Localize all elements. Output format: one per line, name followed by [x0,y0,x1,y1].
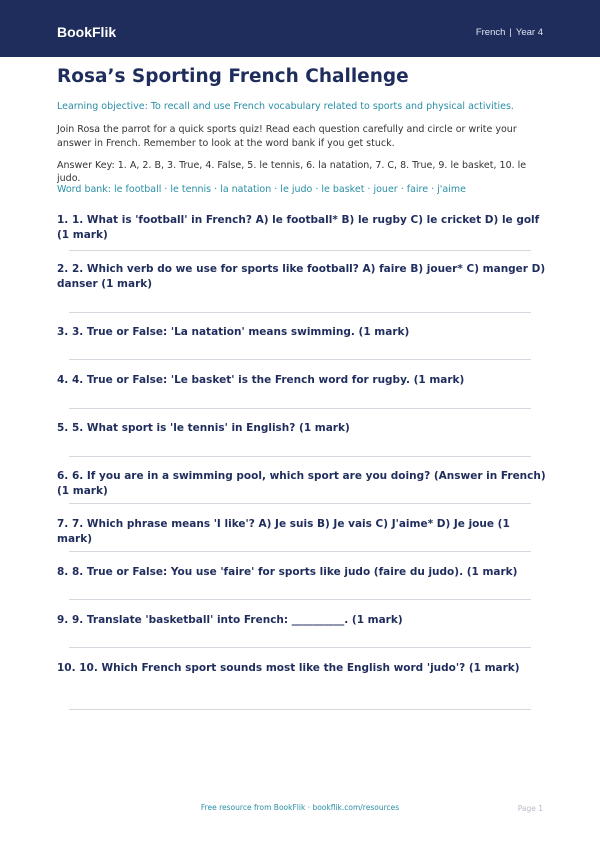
question-7: 7. 7. Which phrase means 'I like'? A) Je suis B) Je vais C) J'aime* D) Je joue (1 mark) [57,518,510,545]
answer-line-2[interactable] [69,312,531,313]
answer-line-3[interactable] [69,359,531,360]
word-bank: Word bank: le football · le tennis · la natation · le judo · le basket · jouer · faire · j'aime [57,184,466,195]
answer-line-5[interactable] [69,456,531,457]
question-8: 8. 8. True or False: You use 'faire' for sports like judo (faire du judo). (1 mark) [57,566,518,578]
learning-objective: Learning objective: To recall and use French vocabulary related to sports and physical activities. [57,101,514,112]
subject-label: French [475,27,506,38]
intro-instructions: Join Rosa the parrot for a quick sports quiz! Read each question carefully and circle or write your answer in French. Remember to look at the word bank if you get stuck. [57,124,517,149]
meta-separator: | [509,27,512,38]
worksheet-title: Rosa’s Sporting French Challenge [57,66,409,87]
answer-line-8[interactable] [69,599,531,600]
year-label: Year 4 [515,27,543,38]
answer-line-7[interactable] [69,551,531,552]
question-3: 3. 3. True or False: 'La natation' means swimming. (1 mark) [57,326,410,338]
page-header [0,0,600,57]
question-9: 9. 9. Translate 'basketball' into French: __________. (1 mark) [57,614,403,626]
page-number: Page 1 [517,804,543,813]
answer-key: Answer Key: 1. A, 2. B, 3. True, 4. False, 5. le tennis, 6. la natation, 7. C, 8. True, 9. le basket, 10. le judo. [57,160,527,184]
question-1: 1. 1. What is 'football' in French? A) le football* B) le rugby C) le cricket D) le golf (1 mark) [57,214,540,241]
question-2: 2. 2. Which verb do we use for sports like football? A) faire B) jouer* C) manger D) danser (1 mark) [57,263,546,290]
subject-year-label [476,26,543,40]
answer-line-1[interactable] [69,250,531,251]
question-5: 5. 5. What sport is 'le tennis' in English? (1 mark) [57,422,350,434]
question-4: 4. 4. True or False: 'Le basket' is the French word for rugby. (1 mark) [57,374,465,386]
answer-line-4[interactable] [69,408,531,409]
question-10: 10. 10. Which French sport sounds most like the English word 'judo'? (1 mark) [57,662,520,674]
answer-line-9[interactable] [69,647,531,648]
answer-line-6[interactable] [69,503,531,504]
brand-logo-text[interactable]: BookFlik [57,24,117,40]
question-6: 6. 6. If you are in a swimming pool, which sport are you doing? (Answer in French) (1 mark) [57,470,546,497]
answer-line-10[interactable] [69,709,531,710]
footer-resource-link[interactable]: Free resource from BookFlik · bookflik.com/resources [200,803,400,812]
